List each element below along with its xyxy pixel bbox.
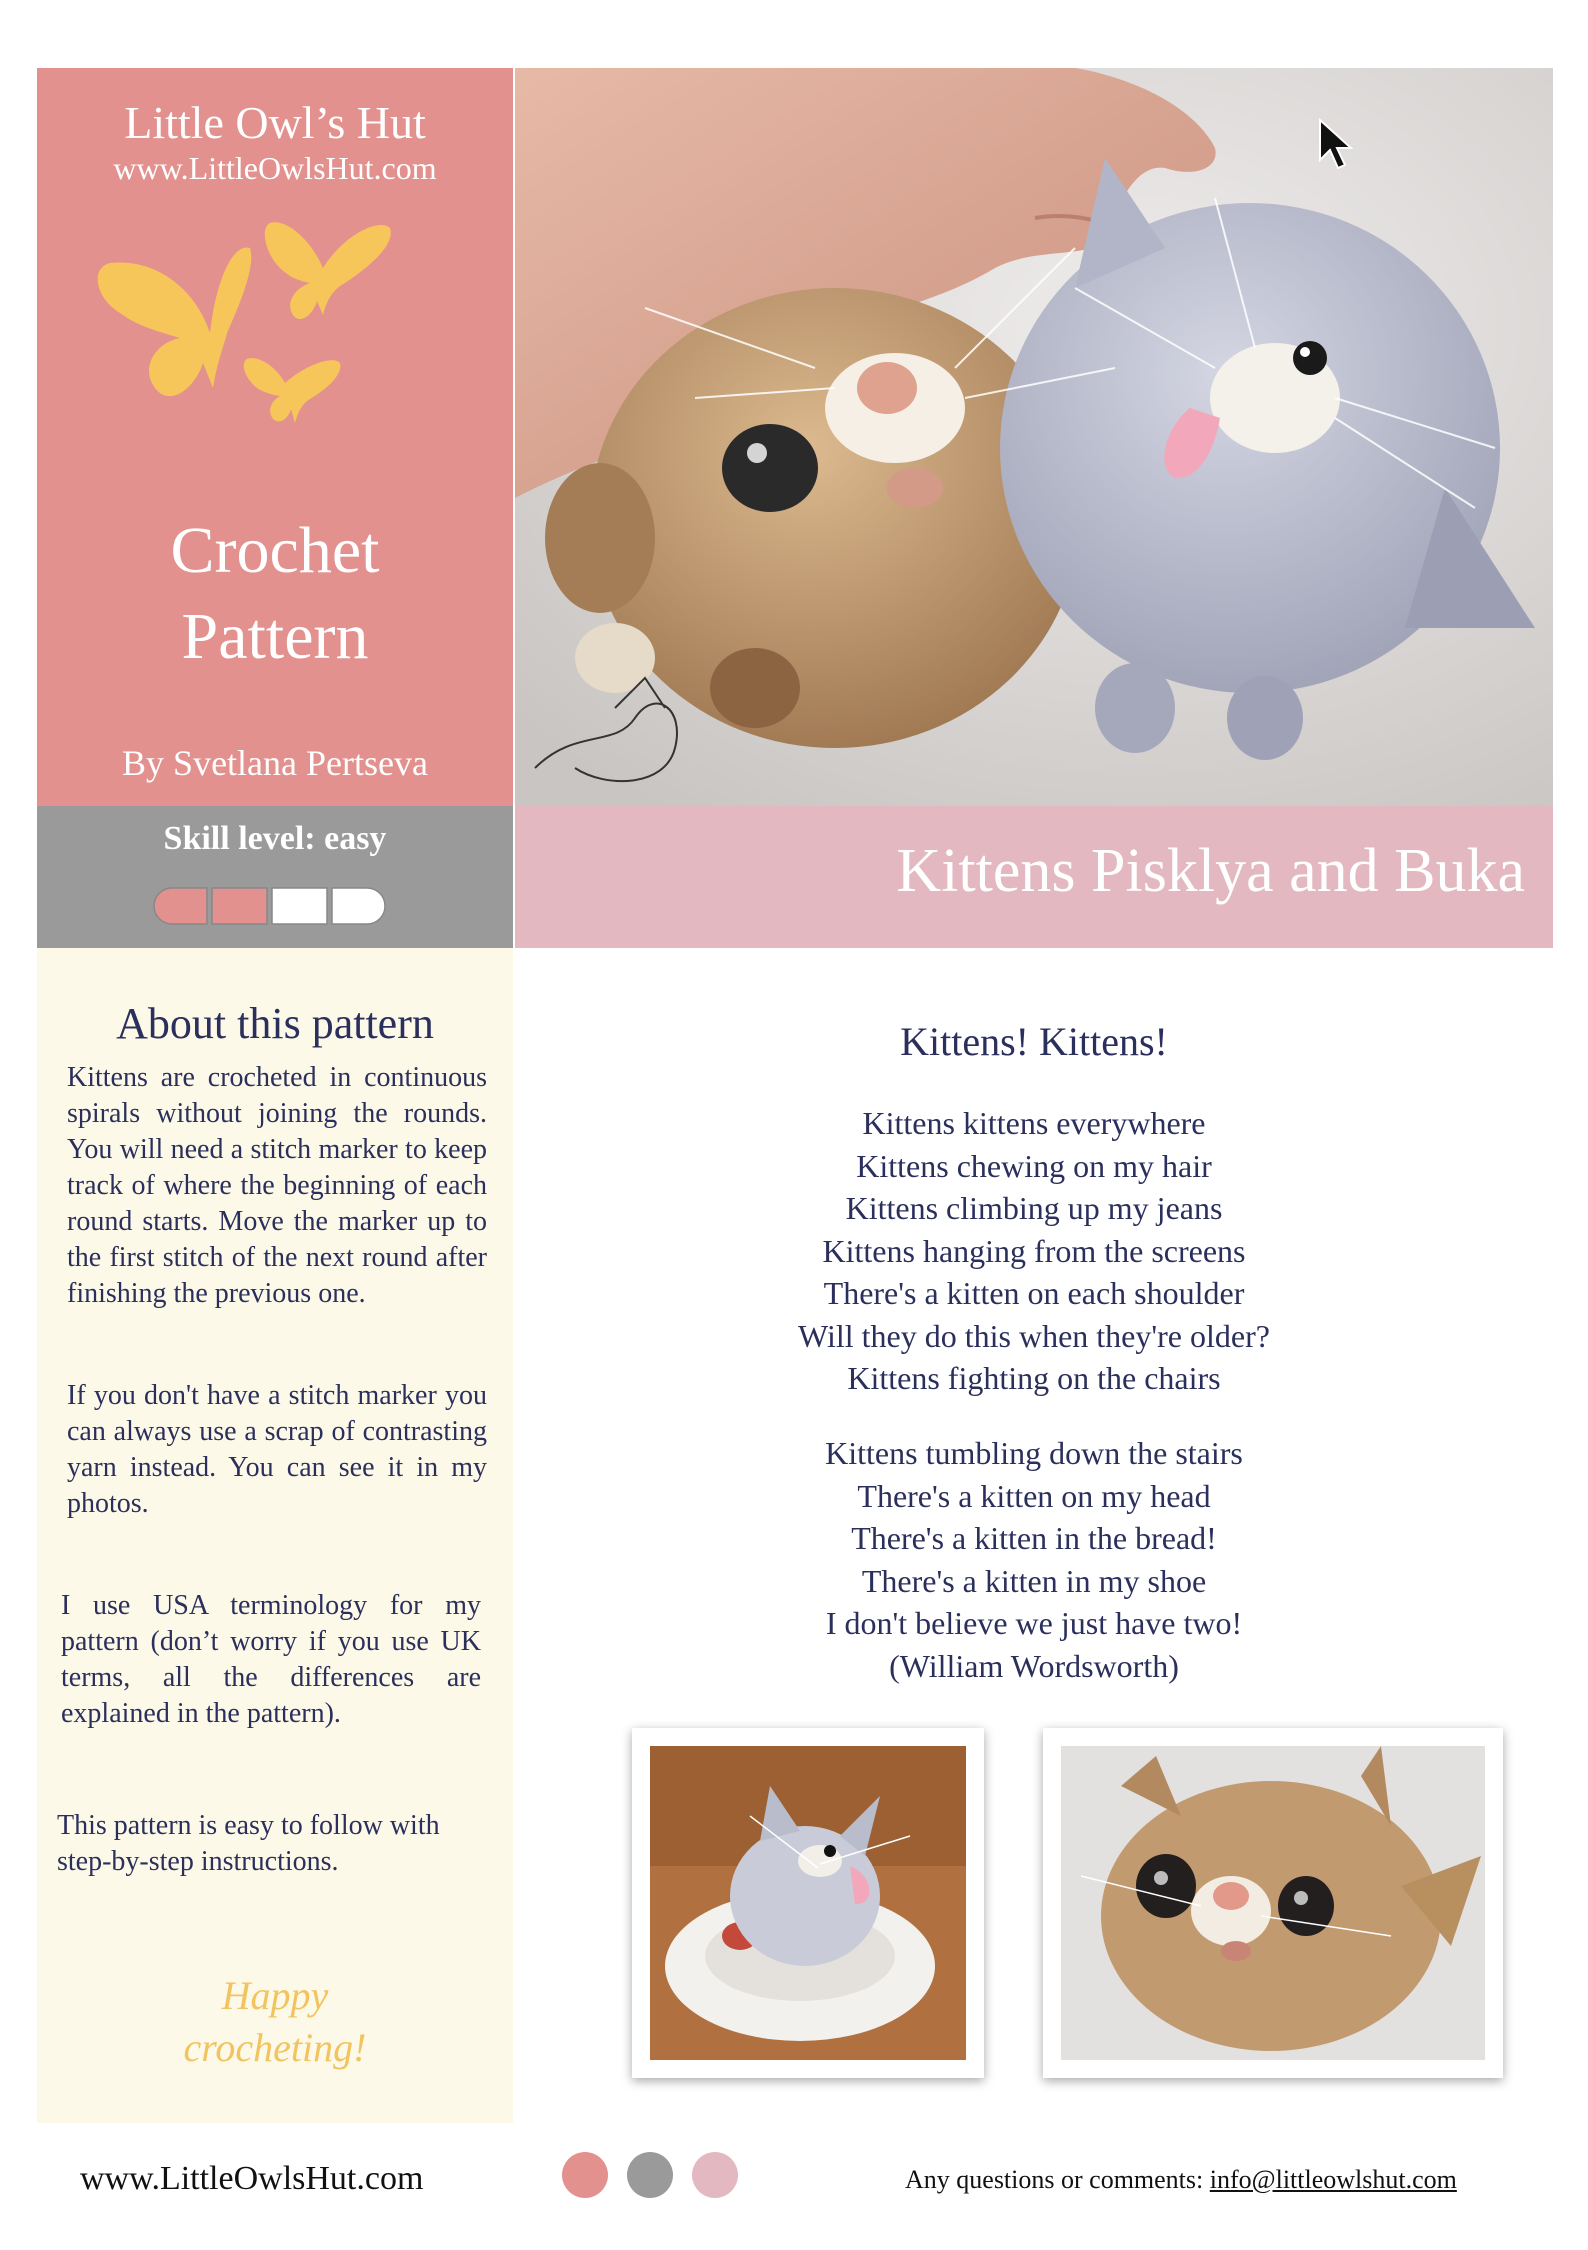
- decorative-dot-grey: [627, 2152, 673, 2198]
- pattern-title-line2: Pattern: [181, 599, 369, 673]
- poem-line: I don't believe we just have two!: [825, 1605, 1243, 1641]
- sign-off: [37, 1970, 513, 2074]
- brand-name: Little Owl’s Hut: [124, 97, 426, 148]
- poem-line: Kittens hanging from the screens: [822, 1232, 1246, 1269]
- poem-stanza-1: [515, 1102, 1553, 1400]
- pattern-title-line1: Crochet: [170, 514, 380, 587]
- footer-website-link[interactable]: www.LittleOwlsHut.com: [80, 2160, 424, 2197]
- poem-line: There's a kitten on each shoulder: [823, 1275, 1245, 1311]
- poem-author: (William Wordsworth): [889, 1648, 1179, 1684]
- sign-off-line2: crocheting!: [183, 2025, 367, 2070]
- about-heading: About this pattern: [116, 999, 434, 1048]
- poem-line: There's a kitten in the bread!: [851, 1520, 1217, 1556]
- poem-line: Will they do this when they're older?: [798, 1317, 1270, 1354]
- poem-line: Kittens climbing up my jeans: [845, 1190, 1223, 1226]
- about-paragraph-4: This pattern is easy to follow with step-by-step instructions.: [57, 1810, 440, 1877]
- poem-line: There's a kitten in my shoe: [861, 1562, 1207, 1599]
- poem-title: Kittens! Kittens!: [900, 1019, 1168, 1064]
- photo-tan-kitten: [1043, 1728, 1503, 2078]
- brand-url[interactable]: www.LittleOwlsHut.com: [113, 150, 437, 186]
- product-title: Kittens Pisklya and Buka: [896, 837, 1525, 905]
- butterflies-logo: [85, 183, 465, 493]
- poem-line: Kittens kittens everywhere: [862, 1105, 1206, 1141]
- footer-contact: [905, 2165, 1457, 2195]
- poem-line: Kittens chewing on my hair: [856, 1147, 1212, 1184]
- mouse-cursor-icon: [1318, 118, 1354, 170]
- poem-stanza-2: [515, 1432, 1553, 1645]
- skill-level-label: Skill level: easy: [163, 820, 387, 857]
- footer-contact-prefix: Any questions or comments:: [905, 2165, 1204, 2194]
- decorative-dot-rose: [562, 2152, 608, 2198]
- poem-line: Kittens fighting on the chairs: [847, 1360, 1221, 1396]
- pattern-type-title: [37, 508, 513, 680]
- photo-grey-kitten-in-cup: [632, 1728, 984, 2078]
- about-paragraph-2: If you don't have a stitch marker you can always use a scrap of contrasting yarn instead. You can see it in my photos.: [67, 1380, 487, 1519]
- skill-level-box: [37, 806, 513, 948]
- author-name: By Svetlana Pertseva: [122, 743, 428, 783]
- pattern-cover-header: [37, 68, 513, 806]
- hero-photo-kittens: [515, 68, 1553, 806]
- poem-line: Kittens tumbling down the stairs: [825, 1435, 1243, 1471]
- sign-off-line1: Happy: [221, 1973, 329, 2018]
- decorative-dot-pink: [692, 2152, 738, 2198]
- about-column: [37, 948, 513, 2123]
- footer-contact-email[interactable]: info@littleowlshut.com: [1209, 2165, 1457, 2194]
- product-title-band: [515, 806, 1553, 948]
- about-paragraph-3: I use USA terminology for my pattern (don’t worry if you use UK terms, all the differences are explained in the pattern).: [61, 1590, 481, 1729]
- skill-level-meter: [152, 886, 402, 926]
- about-paragraph-1: Kittens are crocheted in continuous spirals without joining the rounds. You will need a stitch marker to keep track of where the beginning of each round starts. Move the marker up to the first stitch of the next round after finishing the previous one.: [67, 1062, 487, 1309]
- poem-line: There's a kitten on my head: [857, 1477, 1211, 1514]
